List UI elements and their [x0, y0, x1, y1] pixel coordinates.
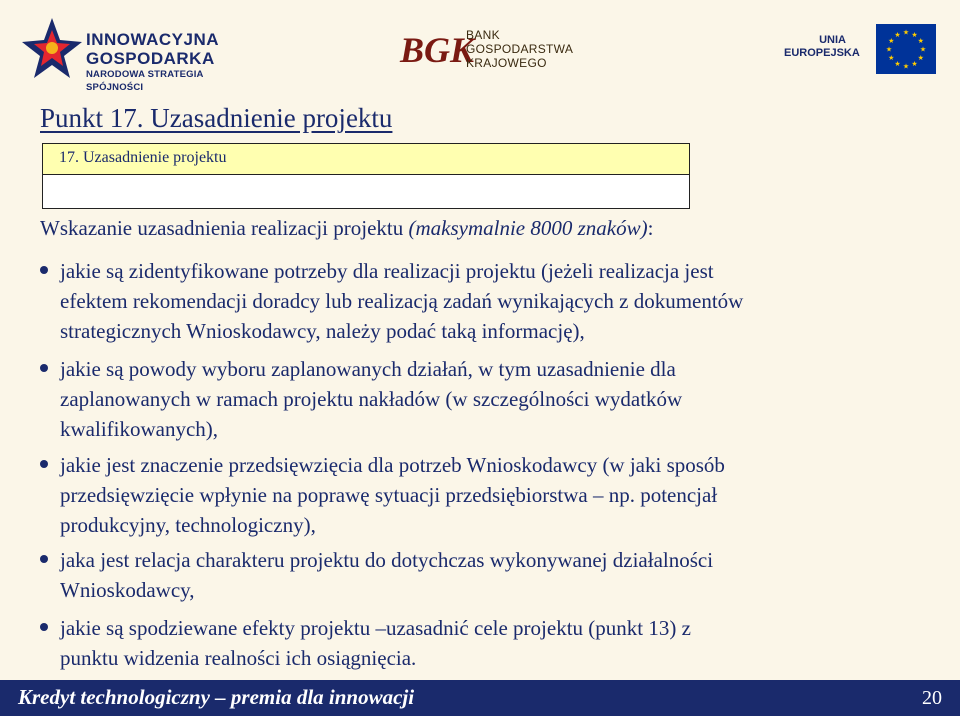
bullet-line: zaplanowanych w ramach projektu nakładów (w szczególności wydatków [60, 387, 683, 411]
bgk-monogram-icon [398, 24, 475, 72]
eu-star-icon: ★ [902, 28, 910, 37]
page-title: Punkt 17. Uzasadnienie projektu [40, 103, 393, 133]
bullet-dot-icon [40, 460, 48, 468]
logo-left-line3: NARODOWA STRATEGIA SPÓJNOŚCI [86, 69, 204, 93]
bullet-dot-icon [40, 364, 48, 372]
innowacyjna-gospodarka-logo [18, 10, 248, 93]
form-field-box [42, 143, 690, 209]
bullet-line: punktu widzenia realności ich osiągnięcia. [60, 646, 417, 670]
header-logos [0, 0, 960, 92]
footer-title: Kredyt technologiczny – premia dla innowacji [18, 685, 415, 709]
eu-star-icon: ★ [919, 45, 927, 54]
bullet-line: strategicznych Wnioskodawcy, należy podać taką informację), [60, 319, 585, 343]
bullet-dot-icon [40, 623, 48, 631]
eu-star-icon: ★ [888, 37, 895, 45]
intro-italic: (maksymalnie 8000 znaków) [408, 216, 648, 240]
bullet-dot-icon [40, 555, 48, 563]
eu-star-icon: ★ [911, 60, 918, 69]
intro-text [40, 216, 653, 241]
bgk-monogram-text: BGK [400, 30, 475, 70]
page-number: 20 [922, 687, 942, 709]
logo-left-line1: INNOWACYJNA [86, 30, 220, 49]
bullet-line: jakie jest znaczenie przedsięwzięcia dla potrzeb Wnioskodawcy (w jaki sposób [60, 453, 725, 477]
logo-center-line2: GOSPODARSTWA [466, 42, 574, 56]
bullet-line: jaka jest relacja charakteru projektu do dotychczas wykonywanej działalności [60, 548, 714, 572]
logo-center-line3: KRAJOWEGO [466, 56, 547, 70]
bullet-line: przedsięwzięcie wpłynie na poprawę sytuacji przedsiębiorstwa – np. potencjał [60, 483, 718, 507]
bullet-line: produkcyjny, technologiczny), [60, 513, 316, 537]
logo-right-line1: UNIA [819, 34, 846, 46]
bullet-line: jakie są zidentyfikowane potrzeby dla realizacji projektu (jeżeli realizacja jest [60, 259, 714, 283]
eu-star-icon: ★ [917, 37, 924, 45]
bullet-line: jakie są powody wyboru zaplanowanych działań, w tym uzasadnienie dla [60, 357, 676, 381]
form-field-label: 17. Uzasadnienie projektu [59, 149, 227, 166]
eu-star-icon: ★ [885, 45, 893, 54]
bullet-line: efektem rekomendacji doradcy lub realizacją zadań wynikających z dokumentów [60, 289, 744, 313]
intro-main: Wskazanie uzasadnienia realizacji projektu [40, 216, 409, 240]
form-field-input[interactable] [43, 175, 689, 207]
intro-colon: : [647, 216, 654, 240]
logo-left-line2: GOSPODARKA [86, 49, 215, 68]
logo-right-line2: EUROPEJSKA [784, 47, 860, 59]
eu-star-icon: ★ [888, 54, 895, 62]
form-field-header [43, 144, 689, 175]
unia-europejska-logo [784, 24, 944, 76]
logo-center-line1: BANK [466, 28, 500, 42]
bullet-line: Wnioskodawcy, [60, 578, 195, 602]
eu-star-icon: ★ [917, 54, 924, 62]
bullet-dot-icon [40, 266, 48, 274]
eu-flag-icon [876, 24, 936, 74]
eu-star-icon: ★ [894, 60, 901, 69]
bullet-line: jakie są spodziewane efekty projektu –uzasadnić cele projektu (punkt 13) z [60, 616, 691, 640]
footer-bar [0, 680, 960, 716]
bullet-line: kwalifikowanych), [60, 417, 219, 441]
innowacyjna-star-icon [22, 16, 82, 80]
eu-star-icon: ★ [894, 30, 901, 39]
bgk-logo [398, 24, 598, 74]
eu-star-icon: ★ [902, 62, 910, 71]
eu-star-icon: ★ [911, 30, 918, 39]
